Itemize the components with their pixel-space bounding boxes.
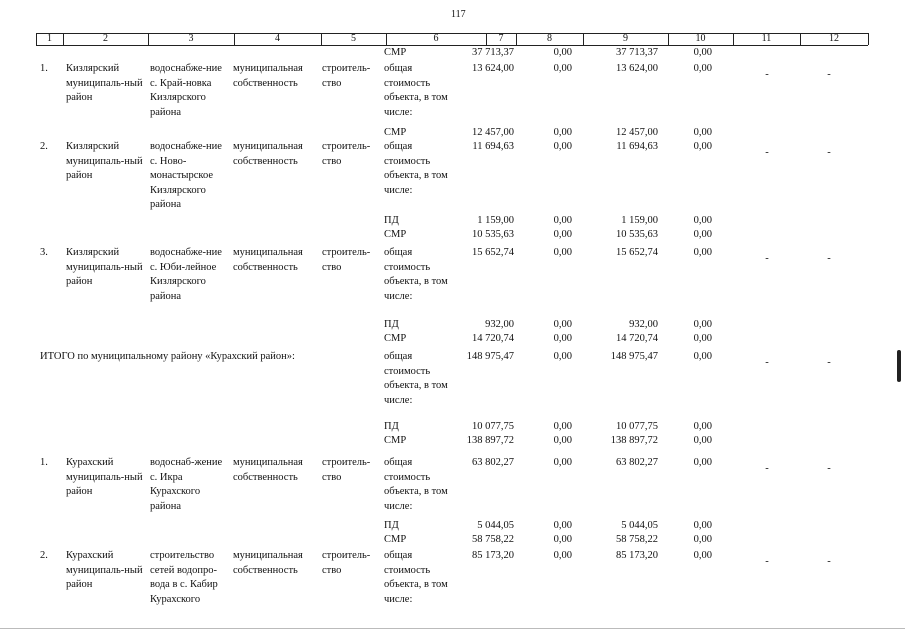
cell-col10: 0,00 bbox=[693, 332, 712, 344]
cell-col9: 10 077,75 bbox=[616, 421, 658, 432]
cost-type-label: СМР bbox=[384, 332, 407, 344]
cell-col8: 0,00 bbox=[553, 520, 572, 531]
header-col-3: 3 bbox=[188, 33, 194, 44]
cell-col8: 0,00 bbox=[553, 457, 572, 468]
row-number: 2. bbox=[40, 141, 48, 152]
cell-col7: 10 077,75 bbox=[472, 421, 514, 432]
cost-type-label: ПД bbox=[384, 421, 399, 432]
cell-col8: 0,00 bbox=[553, 247, 572, 258]
cell-col9: 13 624,00 bbox=[616, 63, 658, 74]
header-col-12: 12 bbox=[829, 33, 839, 44]
page-edge-line bbox=[0, 628, 905, 629]
cell-col7: 15 652,74 bbox=[472, 247, 514, 258]
cell-col12: - bbox=[827, 69, 831, 80]
cost-type-label: СМР bbox=[384, 47, 407, 58]
page-number: 117 bbox=[451, 9, 466, 20]
ownership-form: муниципальная собственность bbox=[233, 63, 303, 89]
cost-type-label: СМР bbox=[384, 127, 407, 138]
cell-col8: 0,00 bbox=[553, 434, 572, 446]
cell-col7: 13 624,00 bbox=[472, 63, 514, 74]
cell-col7: 5 044,05 bbox=[477, 520, 514, 531]
header-col-9: 9 bbox=[623, 33, 628, 44]
cell-col10: 0,00 bbox=[693, 247, 712, 258]
cell-col10: 0,00 bbox=[693, 215, 712, 226]
cell-col7: 58 758,22 bbox=[472, 533, 514, 545]
object-name: водоснабже-ние с. Край-новка Кизлярского района bbox=[150, 63, 222, 118]
header-col-8: 8 bbox=[547, 33, 552, 44]
cell-col7: 932,00 bbox=[485, 319, 514, 330]
ownership-form: муниципальная собственность bbox=[233, 457, 303, 483]
cell-col11: - bbox=[765, 253, 769, 264]
cell-col10: 0,00 bbox=[693, 520, 712, 531]
cost-label: общая стоимость объекта, в том числе: bbox=[384, 63, 448, 118]
cell-col9: 63 802,27 bbox=[616, 457, 658, 468]
object-name: водоснаб-жение с. Икра Курахского района bbox=[150, 457, 223, 512]
cell-col9: 10 535,63 bbox=[616, 228, 658, 240]
cell-col10: 0,00 bbox=[693, 434, 712, 446]
cell-col8: 0,00 bbox=[553, 47, 572, 58]
cell-col7: 14 720,74 bbox=[472, 332, 514, 344]
header-col-7: 7 bbox=[498, 33, 504, 44]
cell-col11: - bbox=[765, 463, 769, 474]
cell-col12: - bbox=[827, 463, 831, 474]
cost-label: общая стоимость объекта, в том числе: bbox=[384, 247, 448, 302]
work-type: строитель-ство bbox=[322, 141, 371, 167]
cell-col12: - bbox=[827, 556, 831, 567]
district-name: Курахский муниципаль-ный район bbox=[66, 550, 143, 590]
work-type: строитель-ство bbox=[322, 457, 371, 483]
cell-col10: 0,00 bbox=[693, 533, 712, 545]
object-name: строительство сетей водопро-вода в с. Кабир Курахского bbox=[150, 550, 218, 605]
ownership-form: муниципальная собственность bbox=[233, 550, 303, 576]
cell-col7: 1 159,00 bbox=[477, 215, 514, 226]
header-col-2: 2 bbox=[103, 33, 108, 44]
cell-col10: 0,00 bbox=[693, 351, 712, 362]
cell-col7: 148 975,47 bbox=[466, 351, 514, 362]
row-number: 1. bbox=[40, 63, 48, 74]
district-name: Кизлярский муниципаль-ный район bbox=[66, 63, 143, 103]
cell-col7: 37 713,37 bbox=[472, 47, 514, 58]
cell-col9: 15 652,74 bbox=[616, 247, 658, 258]
district-name: Кизлярский муниципаль-ный район bbox=[66, 247, 143, 287]
object-name: водоснабже-ние с. Ново-монастырское Кизлярского района bbox=[150, 141, 222, 210]
cell-col9: 148 975,47 bbox=[610, 351, 658, 362]
cell-col8: 0,00 bbox=[553, 228, 572, 240]
cell-col8: 0,00 bbox=[553, 533, 572, 545]
ownership-form: муниципальная собственность bbox=[233, 247, 303, 273]
cell-col10: 0,00 bbox=[693, 141, 712, 152]
cell-col9: 37 713,37 bbox=[616, 47, 658, 58]
cost-type-label: ПД bbox=[384, 319, 399, 330]
cell-col9: 14 720,74 bbox=[616, 332, 658, 344]
cell-col12: - bbox=[827, 253, 831, 264]
cost-type-label: СМР bbox=[384, 434, 407, 446]
header-col-11: 11 bbox=[761, 33, 772, 44]
cell-col11: - bbox=[765, 69, 769, 80]
row-number: 2. bbox=[40, 550, 48, 561]
cell-col8: 0,00 bbox=[553, 351, 572, 362]
row-number: 1. bbox=[40, 457, 48, 468]
work-type: строитель-ство bbox=[322, 550, 371, 576]
cost-label: общая стоимость объекта, в том числе: bbox=[384, 351, 448, 406]
header-col-4: 4 bbox=[275, 33, 280, 44]
header-col-5: 5 bbox=[351, 33, 356, 44]
cost-label: общая стоимость объекта, в том числе: bbox=[384, 457, 448, 512]
row-number: 3. bbox=[40, 247, 48, 258]
cell-col8: 0,00 bbox=[553, 141, 572, 152]
cell-col7: 12 457,00 bbox=[472, 127, 514, 138]
scan-mark bbox=[897, 350, 901, 382]
cell-col9: 12 457,00 bbox=[616, 127, 658, 138]
table-header-row bbox=[36, 33, 868, 45]
cell-col9: 5 044,05 bbox=[621, 520, 658, 531]
cell-col10: 0,00 bbox=[693, 550, 712, 561]
header-col-10: 10 bbox=[695, 33, 706, 44]
object-name: водоснабже-ние с. Юби-лейное Кизлярского района bbox=[150, 247, 222, 302]
cell-col9: 932,00 bbox=[629, 319, 658, 330]
cell-col10: 0,00 bbox=[693, 228, 712, 240]
cell-col9: 58 758,22 bbox=[616, 533, 658, 545]
cost-type-label: ПД bbox=[384, 520, 399, 531]
cell-col10: 0,00 bbox=[693, 319, 712, 330]
cell-col11: - bbox=[765, 556, 769, 567]
cost-type-label: СМР bbox=[384, 228, 407, 240]
cost-type-label: СМР bbox=[384, 533, 407, 545]
cell-col8: 0,00 bbox=[553, 63, 572, 74]
header-col-6: 6 bbox=[433, 33, 439, 44]
cell-col9: 1 159,00 bbox=[621, 215, 658, 226]
total-label: ИТОГО по муниципальному району «Курахский район»: bbox=[40, 351, 295, 362]
cell-col10: 0,00 bbox=[693, 127, 712, 138]
cell-col12: - bbox=[827, 147, 831, 158]
cell-col8: 0,00 bbox=[553, 215, 572, 226]
cell-col9: 11 694,63 bbox=[616, 141, 658, 152]
cell-col7: 63 802,27 bbox=[472, 457, 514, 468]
cell-col8: 0,00 bbox=[553, 127, 572, 138]
cell-col11: - bbox=[765, 147, 769, 158]
cell-col10: 0,00 bbox=[693, 63, 712, 74]
district-name: Курахский муниципаль-ный район bbox=[66, 457, 143, 497]
cell-col10: 0,00 bbox=[693, 47, 712, 58]
cost-label: общая стоимость объекта, в том числе: bbox=[384, 141, 448, 196]
work-type: строитель-ство bbox=[322, 247, 371, 273]
cell-col10: 0,00 bbox=[693, 457, 712, 468]
work-type: строитель-ство bbox=[322, 63, 371, 89]
cost-type-label: ПД bbox=[384, 215, 399, 226]
cell-col10: 0,00 bbox=[693, 421, 712, 432]
cell-col9: 85 173,20 bbox=[616, 550, 658, 561]
cell-col9: 138 897,72 bbox=[610, 434, 658, 446]
cell-col8: 0,00 bbox=[553, 421, 572, 432]
cell-col12: - bbox=[827, 357, 831, 368]
cost-label: общая стоимость объекта, в том числе: bbox=[384, 550, 448, 605]
cell-col8: 0,00 bbox=[553, 332, 572, 344]
district-name: Кизлярский муниципаль-ный район bbox=[66, 141, 143, 181]
header-col-1: 1 bbox=[47, 33, 52, 44]
cell-col7: 11 694,63 bbox=[472, 141, 514, 152]
cell-col11: - bbox=[765, 357, 769, 368]
cell-col8: 0,00 bbox=[553, 550, 572, 561]
cell-col7: 10 535,63 bbox=[472, 228, 514, 240]
ownership-form: муниципальная собственность bbox=[233, 141, 303, 167]
cell-col8: 0,00 bbox=[553, 319, 572, 330]
cell-col7: 85 173,20 bbox=[472, 550, 514, 561]
cell-col7: 138 897,72 bbox=[466, 434, 514, 446]
